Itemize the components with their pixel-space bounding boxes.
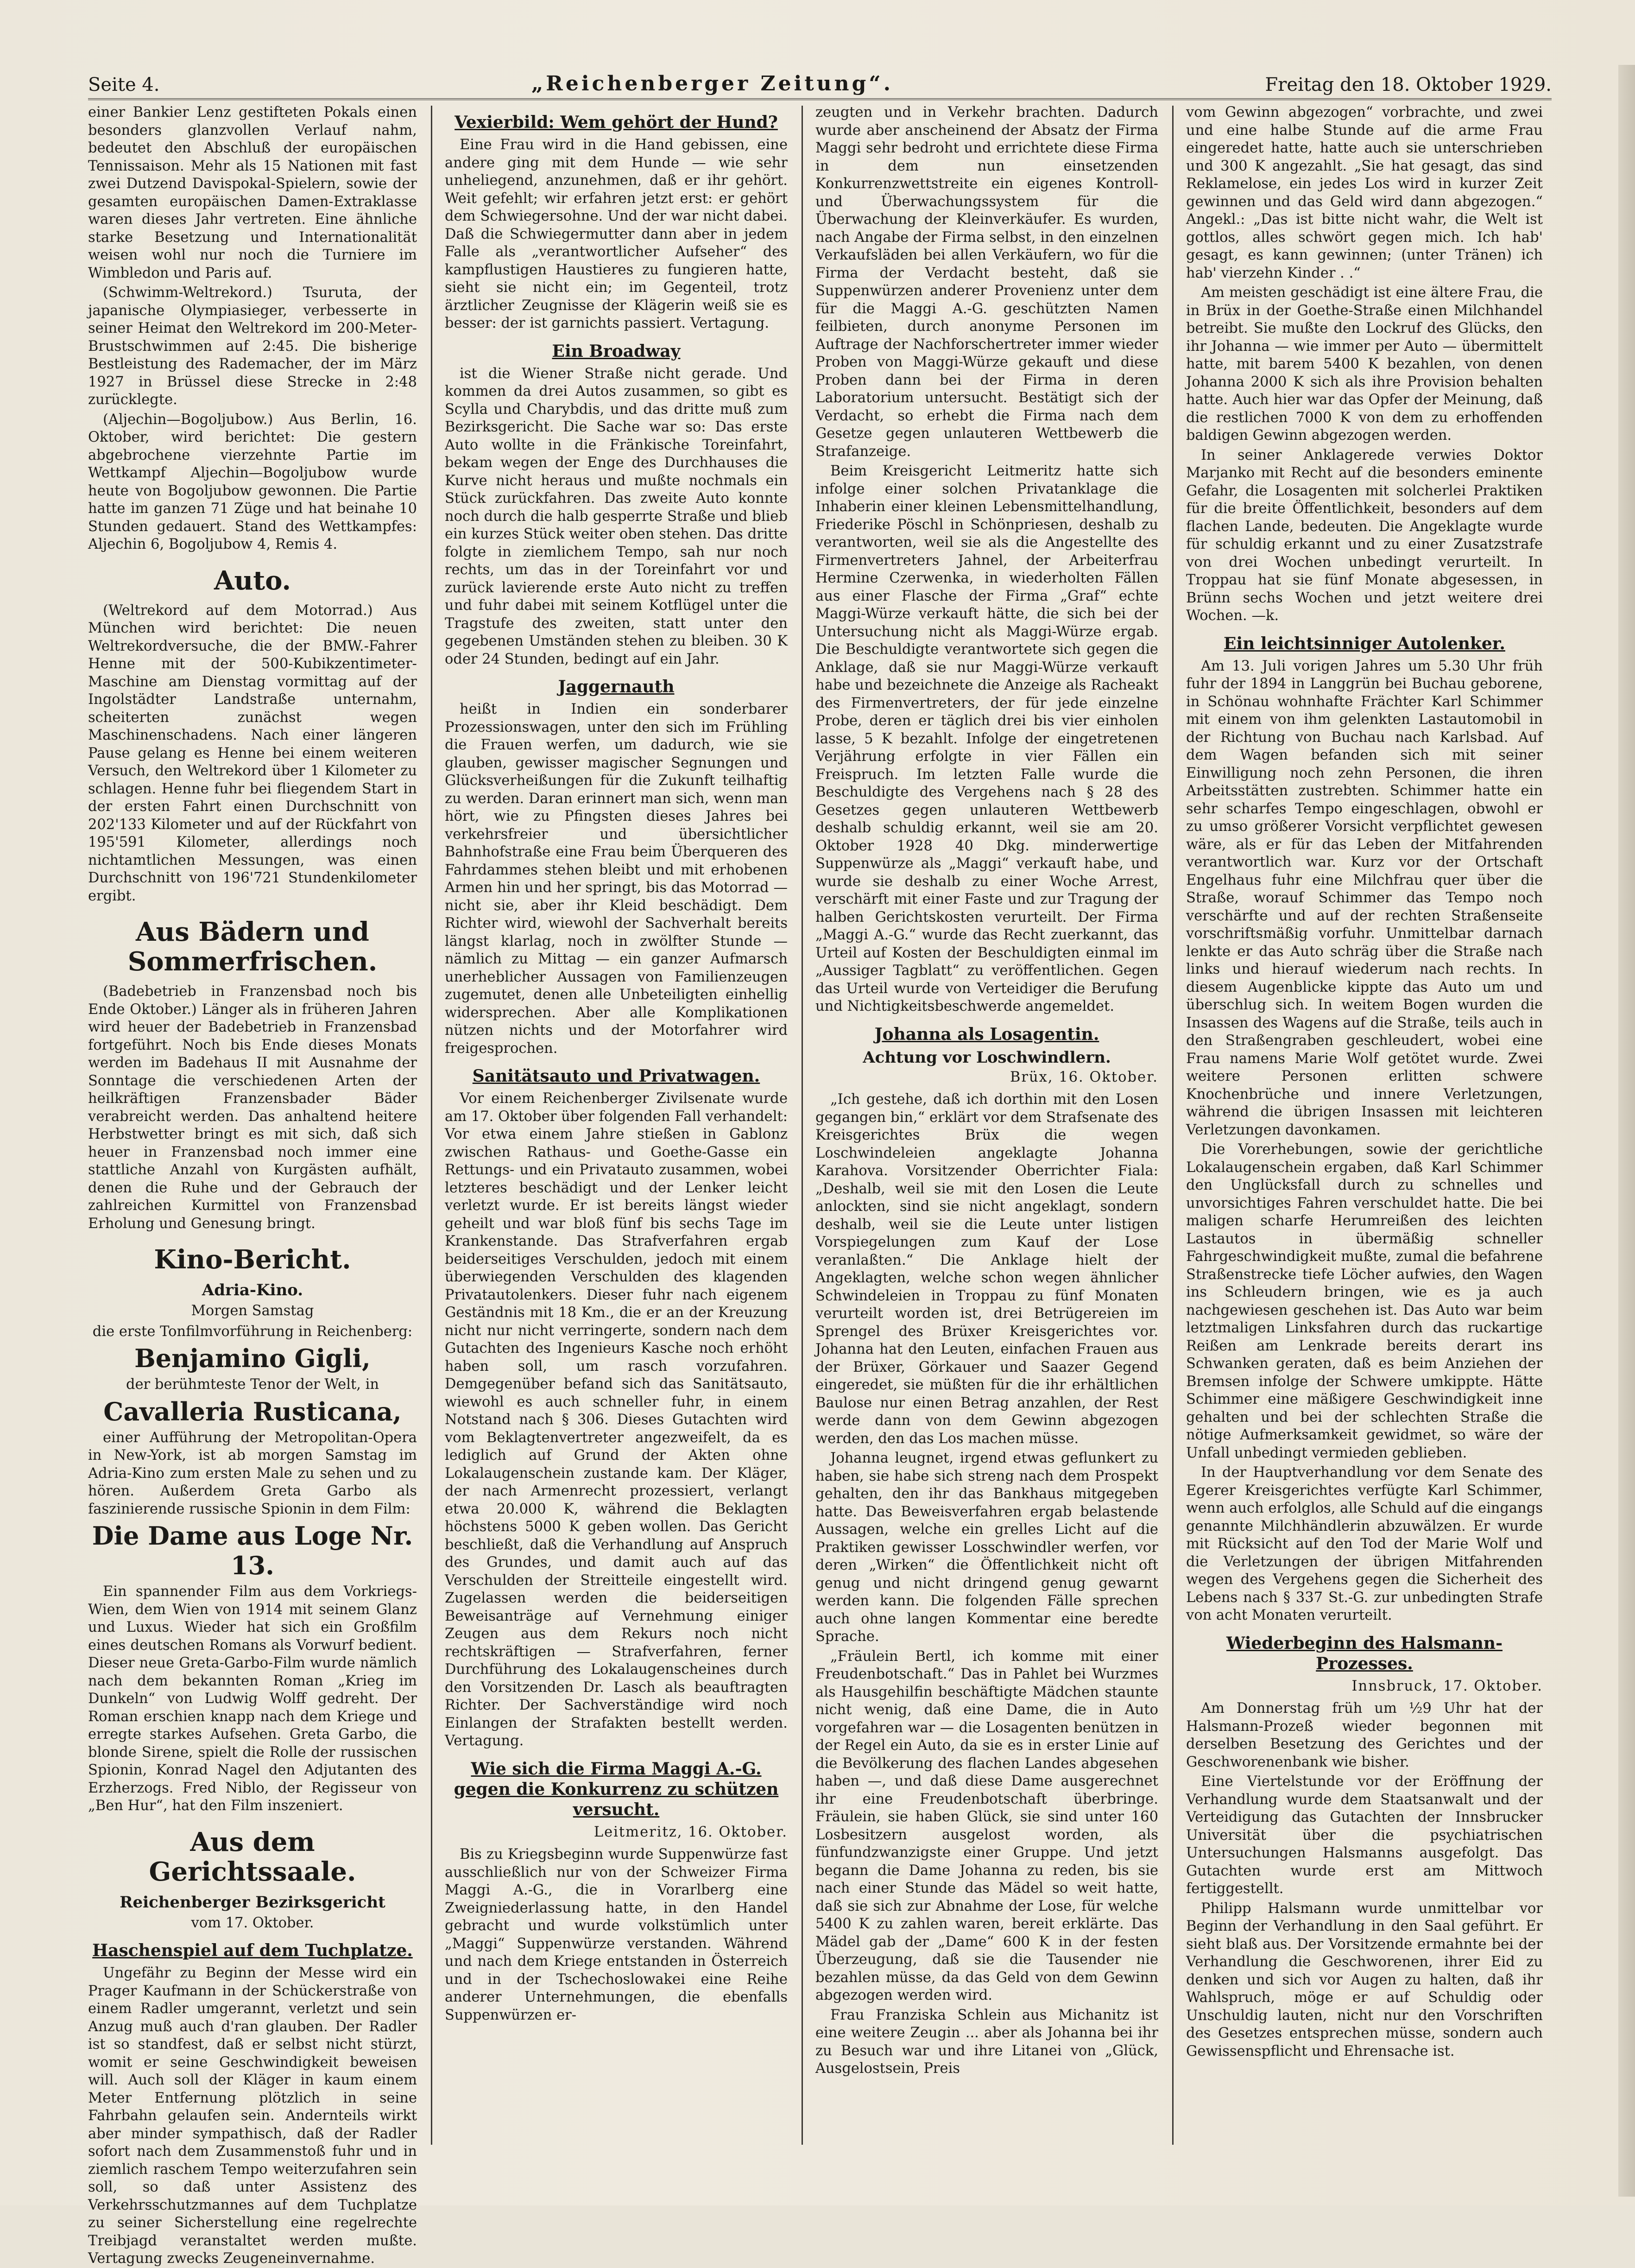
article-headline: Haschenspiel auf dem Tuchplatze. (92, 1941, 413, 1960)
paragraph: (Weltrekord auf dem Motorrad.) Aus München wird berichtet: Die neuen Weltrekordversuche, die der BMW.-Fahrer Henne mit der 500-Kubikzentimeter-Maschine am Dienstag vormittag auf der Ingolstädter Landstraße unternahm, scheiterten zunächst wegen Maschinenschadens. Nach einer längeren Pause gelang es Henne bei einem weiteren Versuch, den Weltrekord über 1 Kilometer zu schlagen. Henne fuhr bei fliegendem Start in der ersten Fahrt einen Durchschnitt von 202'133 Kilometer und auf der Rückfahrt von 195'591 Kilometer, allerdings noch nichtamtlichen Messungen, was einen Durchschnitt von 196'721 Stundenkilometer ergibt. (88, 602, 417, 904)
section-heading: Auto. (214, 565, 291, 596)
paragraph: (Aljechin—Bogoljubow.) Aus Berlin, 16. Oktober, wird berichtet: Die gestern abgebrochene vierzehnte Partie im Wettkampf Aljechin—Bogoljubow wurde heute von Bogoljubow gewonnen. Die Partie hatte im ganzen 71 Züge und hat beinahe 10 Stunden gedauert. Stand des Wettkampfes: Aljechin 6, Bogoljubow 4, Remis 4. (88, 411, 417, 552)
columns (88, 104, 1550, 2267)
paragraph: Bis zu Kriegsbeginn wurde Suppenwürze fast ausschließlich nur von der Schweizer Firma Maggi A.-G., die in Vorarlberg eine Zweigniederlassung hatte, in den Handel gebracht und wurde volkstümlich unter „Maggi“ Suppenwürze verstanden. Während und nach dem Kriege entstanden in Österreich und in der Tschechoslowakei eine Reihe anderer Unternehmungen, die ebenfalls Suppenwürzen er- (445, 1846, 788, 2023)
paragraph: (Badebetrieb in Franzensbad noch bis Ende Oktober.) Länger als in früheren Jahren wird heuer der Badebetrieb in Franzensbad fortgeführt. Noch bis Ende dieses Monats werden im Badehaus II mit Ausnahme der Sonntage die verschiedenen Arten der heilkräftigen Franzensbader Bäder verabreicht werden. Das anhaltend heitere Herbstwetter bringt es mit sich, daß sich heuer in Franzensbad noch immer eine stattliche Anzahl von Kurgästen aufhält, denen die Ruhe und der Gebrauch der zahlreichen Kurmittel von Franzensbad Erholung und Genesung bringt. (88, 983, 417, 1232)
centered-line: Benjamino Gigli, (134, 1343, 371, 1373)
article-headline: Wiederbeginn des Halsmann-Prozesses. (1226, 1633, 1503, 1673)
article-headline: Johanna als Losagentin. (874, 1024, 1099, 1044)
paragraph: zeugten und in Verkehr brachten. Dadurch wurde aber anscheinend der Absatz der Firma Maggi sehr bedroht und errichtete diese Firma in dem nun einsetzenden Konkurrenzwettstreite ein eigenes Kontroll- und Überwachungssystem für die Überwachung der Kleinverkäufer. Es wurden, nach Angabe der Firma selbst, in den einzelnen Verkaufsläden bei allen Verkäufern, wo für die Firma der Verdacht besteht, daß sie Suppenwürzen anderer Provenienz unter dem für die Maggi A.-G. geschützten Namen feilbieten, durch anonyme Personen im Auftrage der Nachforschertreter immer wieder Proben von Maggi-Würze gekauft und diese Proben dann bei der Firma in deren Laboratorium untersucht. Bestätigt sich der Verdacht, so erhebt die Firma nach dem Gesetze gegen unlauteren Wettbewerb die Strafanzeige. (815, 104, 1158, 460)
dateline: Brüx, 16. Oktober. (1010, 1069, 1158, 1085)
centered-line: Morgen Samstag (191, 1303, 314, 1319)
section-heading: Kino-Bericht. (154, 1244, 351, 1275)
issue-date: Freitag den 18. Oktober 1929. (1265, 74, 1552, 95)
article-headline: Vexierbild: Wem gehört der Hund? (455, 113, 778, 132)
paragraph: ist die Wiener Straße nicht gerade. Und kommen da drei Autos zusammen, so gibt es Scylla und Charybdis, und das dritte muß zum Bezirksgericht. Die Sache war so: Das erste Auto wollte in die Fränkische Toreinfahrt, bekam wegen der Enge des Durchhauses die Kurve nicht heraus und mußte nochmals ein Stück zurückfahren. Das zweite Auto konnte noch durch die halb gesperrte Straße und blieb ein kurzes Stück weiter oben stehen. Das dritte folgte in ziemlichem Tempo, sah nur noch rechts, um das in der Toreinfahrt vor und zurück lavierende erste Auto nicht zu treffen und fuhr dabei mit seinem Kotflügel unter die Tragstufe des zweiten, statt unter den gegebenen Umständen stehen zu bleiben. 30 K oder 24 Stunden, bedingt auf ein Jahr. (445, 365, 788, 667)
paragraph: vom Gewinn abgezogen“ vorbrachte, und zwei und eine halbe Stunde auf die arme Frau eingeredet hatte, hatte auch sie unterschrieben und 300 K angezahlt. „Sie hat gesagt, das sind Reklamelose, ein jedes Los wird in kurzer Zeit gewinnen und das Geld wird dann abgezogen.“ Angekl.: „Das ist bitte nicht wahr, die Welt ist gottlos, alles schwört gegen mich. Ich hab' gesagt, es kann gewinnen; (unter Tränen) ich hab' vierzehn Kinder . .“ (1186, 104, 1543, 281)
column-1 (88, 104, 417, 2267)
paragraph: Ungefähr zu Beginn der Messe wird ein Prager Kaufmann in der Schückerstraße von einem Radler umgerannt, verletzt und sein Anzug muß auch d'ran glauben. Der Radler ist so standfest, daß er selbst nicht stürzt, womit er seine Geschwindigkeit beweisen will. Auch soll der Kläger in kaum einem Meter Entfernung plötzlich in seine Fahrbahn gelaufen sein. Andernteils wirkt aber minder sympathisch, daß der Radler sofort nach dem Zusammenstoß fuhr und in ziemlich raschem Tempo weiterzufahren sein soll, so daß unter Assistenz des Verkehrsschutzmannes auf dem Tuchplatze zu seiner Sicherstellung eine regelrechte Treibjagd veranstaltet werden mußte. Vertagung zwecks Zeugeneinvernahme. (88, 1965, 417, 2267)
paragraph: Die Vorerhebungen, sowie der gerichtliche Lokalaugenschein ergaben, daß Karl Schimmer den Unglücksfall durch zu schnelles und unvorsichtiges Fahren verschuldet hatte. Die bei maligen scharfe Herumreißen des leichten Lastautos in übermäßig schneller Fahrgeschwindigkeit mußte, zumal die befahrene Straßenstrecke tiefe Löcher aufwies, den Wagen ins Schleudern bringen, wie es ja auch nachgewiesen geschehen ist. Das Auto war beim letztmaligen Linksfahren durch das ruckartige Reißen am Lenkrade bereits derart ins Schwanken geraten, daß es beim Anziehen der Bremsen infolge der Schwere umkippte. Hätte Schimmer eine mäßigere Geschwindigkeit inne gehalten und bei der schlechten Straße die nötige Aufmerksamkeit gewidmet, so wäre der Unfall unbedingt vermieden geblieben. (1186, 1141, 1543, 1461)
centered-line: die erste Tonfilmvorführung in Reichenberg: (92, 1323, 413, 1340)
paragraph: „Fräulein Bertl, ich komme mit einer Freudenbotschaft.“ Das in Pahlet bei Wurzmes als Hausgehilfin beschäftigte Mädchen staunte nicht wenig, daß eine Dame, die in Auto vorgefahren war — die Losagenten benützen in der Regel ein Auto, da sie es in erster Linie auf die Bevölkerung des flachen Landes abgesehen haben —, und daß diese Dame ausgerechnet ihr eine Freudenbotschaft überbringe. Fräulein, sie haben Glück, sie sind unter 160 Losbesitzern ausgelost worden, als fünfundzwanzigste einer Gruppe. Und jetzt begann die Dame Johanna zu reden, bis sie nach einer Stunde das Mädel so weit hatte, daß sie sich zur Abnahme der Lose, für welche 5400 K zu zahlen waren, bereit erklärte. Das Mädel gab der „Dame“ 600 K in der festen Überzeugung, daß sie die Tausender nie bezahlen müsse, da das Geld von dem Gewinn abgezogen werden wird. (815, 1648, 1158, 2003)
article-headline: Ein leichtsinniger Autolenker. (1224, 634, 1505, 653)
paragraph: einer Aufführung der Metropolitan-Opera in New-York, ist ab morgen Samstag im Adria-Kino zum ersten Male zu sehen und zu hören. Außerdem Greta Garbo als faszinierende russische Spionin in dem Film: (88, 1429, 417, 1517)
column-rule (802, 106, 803, 2145)
subheading: Achtung vor Loschwindlern. (863, 1048, 1111, 1067)
centered-line: Die Dame aus Loge Nr. 13. (92, 1521, 413, 1580)
paragraph: Eine Frau wird in die Hand gebissen, eine andere ging mit dem Hunde — wie sehr unheliegend, anzunehmen, daß er ihr gehört. Weit gefehlt; wir erfahren jetzt erst: er gehört dem Schwiegersohne. Und der war nicht dabei. Daß die Schwiegermutter dann aber in jedem Falle als „verantwortlicher Aufseher“ des kampflustigen Haustieres zu fungieren hatte, sieht sie nicht ein; im Gegenteil, trotz ärztlicher Zeugnisse der Klägerin weiß sie es besser: der ist garnichts passiert. Vertagung. (445, 137, 788, 331)
paragraph: Philipp Halsmann wurde unmittelbar vor Beginn der Verhandlung in den Saal geführt. Er sieht blaß aus. Der Vorsitzende ermahnte bei der Verhandlung die Geschworenen, ihrer Eid zu denken und sich vor Augen zu halten, daß ihr Wahlspruch, möge er auf Schuldig oder Unschuldig lauten, nicht nur den Vorschriften des Gesetzes entsprechen müsse, sondern auch Gewissenspflicht und Ehrensache ist. (1186, 1900, 1543, 2059)
paragraph: In der Hauptverhandlung vor dem Senate des Egerer Kreisgerichtes verfügte Karl Schimmer, wenn auch erfolglos, alle Schuld auf die eingangs genannte Milchhändlerin abzuwälzen. Er wurde mit Rücksicht auf den Tod der Marie Wolf und die Verletzungen der übrigen Mitfahrenden wegen des Vergehens gegen die Sicherheit des Lebens nach § 337 St.-G. zur unbedingten Strafe von acht Monaten verurteilt. (1186, 1464, 1543, 1623)
column-rule (431, 106, 432, 2145)
paragraph: Ein spannender Film aus dem Vorkriegs-Wien, dem Wien von 1914 mit seinem Glanz und Luxus. Wieder hat sich ein Großfilm eines deutschen Romans als Vorwurf bedient. Dieser neue Greta-Garbo-Film wurde nämlich nach dem bekannten Roman „Krieg im Dunkeln“ von Ludwig Wolff gedreht. Der Roman erschien knapp nach dem Kriege und erregte starkes Aufsehen. Greta Garbo, die blonde Sirene, spielt die Rolle der russischen Spionin, Konrad Nagel den Adjutanten des Erzherzogs. Fred Niblo, der Regisseur von „Ben Hur“, hat den Film inszeniert. (88, 1584, 417, 1814)
paragraph: „Ich gestehe, daß ich dorthin mit den Losen gegangen bin,“ erklärt vor dem Strafsenate des Kreisgerichtes Brüx die wegen Loschwindeleien angeklagte Johanna Karahova. Vorsitzender Oberrichter Fiala: „Deshalb, weil sie mit den Losen die Leute anlockten, sind sie nicht angeklagt, sondern deshalb, weil sie die Leute unter listigen Vorspiegelungen zum Kauf der Lose veranlaßten.“ Die Anklage hielt der Angeklagten, welche schon wegen ähnlicher Schwindeleien in Troppau zu fünf Monaten verurteilt worden ist, drei Betrügereien im Sprengel des Brüxer Kreisgerichtes vor. Johanna hat den Leuten, einfachen Frauen aus der Brüxer, Görkauer und Saazer Gegend eingeredet, sie müßten für die ihr erhältlichen Baulose nur einen Betrag anzahlen, der Rest werde dann von dem Gewinn abgezogen werden, den das Los machen müsse. (815, 1091, 1158, 1447)
paragraph: Am 13. Juli vorigen Jahres um 5.30 Uhr früh fuhr der 1894 in Langgrün bei Buchau geborene, in Schönau wohnhafte Frächter Karl Schimmer mit einem von ihm gelenkten Lastautomobil in der Richtung von Buchau nach Karlsbad. Auf dem Wagen befanden sich mit seiner Einwilligung noch zehn Personen, die ihren Arbeitsstätten zustrebten. Schimmer hatte ein sehr scharfes Tempo eingeschlagen, obwohl er zu umso größerer Vorsicht verpflichtet gewesen wäre, als er für das Leben der Mitfahrenden verantwortlich war. Kurz vor der Ortschaft Engelhaus fuhr eine Milchfrau quer über die Straße, worauf Schimmer das Tempo noch verschärfte und auf der rechten Straßenseite vorschriftsmäßig vorfuhr. Unmittelbar darnach lenkte er das Auto schräg über die Straße nach links und hierauf wiederum nach rechts. In diesem Augenblicke kippte das Auto um und überschlug sich. In weitem Bogen wurden die Insassen des Wagens auf die Straße, teils auch in den Straßengraben geschleudert, wobei eine Frau namens Marie Wolf getötet wurde. Zwei weitere Personen erlitten schwere Knochenbrüche und innere Verletzungen, während die übrigen Insassen mit leichteren Verletzungen davonkamen. (1186, 658, 1543, 1138)
next-page-edge (1618, 65, 1635, 2197)
dateline: Innsbruck, 17. Oktober. (1351, 1678, 1543, 1694)
paragraph: In seiner Anklagerede verwies Doktor Marjanko mit Recht auf die besonders eminente Gefahr, die Losagenten mit solcherlei Praktiken für die breite Öffentlichkeit, besonders auf dem flachen Lande, bedeuten. Die Angeklagte wurde für schuldig erkannt und zu einer Zusatzstrafe von drei Wochen unbedingt verurteilt. In Troppau hat sie fünf Monate abgesessen, in Brünn sechs Wochen und jetzt weitere drei Wochen. —k. (1186, 447, 1543, 624)
paragraph: Vor einem Reichenberger Zivilsenate wurde am 17. Oktober über folgenden Fall verhandelt: Vor etwa einem Jahre stießen in Gablonz zwischen Rathaus- und Goethe-Gasse ein Rettungs- und ein Privatauto zusammen, wobei letzteres beschädigt und der Lenker leicht verletzt wurde. Er ist bereits längst wieder geheilt und war bloß fünf bis sechs Tage im Krankenstande. Das Strafverfahren ergab beiderseitiges Verschulden, jedoch mit einem überwiegenden Verschulden des klagenden Privatautolenkers. Dieser fuhr nach eigenem Geständnis mit 18 Km., die er an der Kreuzung nicht nur nicht verringerte, sondern nach dem Gutachten des Ingenieurs Kasche noch erhöht haben soll, um rasch vorzufahren. Demgegenüber befand sich das Sanitätsauto, wiewohl es auch schneller fuhr, in einem Notstand nach § 306. Dieses Gutachten wird vom Beklagtenvertreter angezweifelt, da es lediglich auf Grund der Akten ohne Lokalaugenschein zustande kam. Der Kläger, der nach Armenrecht prozessiert, verlangt etwa 20.000 K, während die Beklagten höchstens 5000 K geben wollen. Das Gericht beschließt, daß die Verhandlung auf Anspruch des Grundes, und damit auch auf das Verschulden der Streitteile eingestellt wird. Zugelassen werden die beiderseitigen Beweisanträge auf Vernehmung einiger Zeugen aus dem Rekurs noch nicht rechtskräftigen — Strafverfahren, ferner Durchführung des Lokalaugenscheines durch den Vorsitzenden Dr. Lasch als beauftragten Richter. Der Sachverständige wird noch Einlangen der Strafakten bestellt werden. Vertagung. (445, 1090, 788, 1749)
paragraph: heißt in Indien ein sonderbarer Prozessionswagen, unter den sich im Frühling die Frauen werfen, um dadurch, wie sie glauben, gewisser magischer Segnungen und Glücksverheißungen für die Zukunft teilhaftig zu werden. Daran erinnert man sich, wenn man hört, wie zu Pfingsten dieses Jahres bei verkehrsfreier und übersichtlicher Bahnhofstraße eine Frau beim Überqueren des Fahrdammes stehen bleibt und mit erhobenen Armen hin und her springt, bis das Motorrad — nicht sie, aber ihr Kleid beschädigt. Dem Richter wird, wiewohl der Sachverhalt bereits längst klarlag, noch in zwölfter Stunde — nämlich zu Mittag — ein ganzer Aufmarsch unerheblicher Aussagen von Familienzeugen zugemutet, denen alle Unbeteiligten einhellig widersprechen. Aber alle Komplikationen nützen nichts und der Motorfahrer wird freigesprochen. (445, 701, 788, 1057)
centered-line: der berühmteste Tenor der Welt, in (126, 1376, 379, 1393)
column-4 (1186, 104, 1543, 2161)
masthead: „Reichenberger Zeitung“. (531, 72, 894, 95)
centered-line: Cavalleria Rusticana, (103, 1396, 402, 1426)
article-headline: Ein Broadway (552, 341, 681, 361)
page-number: Seite 4. (88, 74, 160, 95)
subheading: Adria-Kino. (202, 1281, 303, 1299)
column-3 (815, 104, 1158, 2161)
paragraph: (Schwimm-Weltrekord.) Tsuruta, der japanische Olympiasieger, verbesserte in seiner Heimat den Weltrekord im 200-Meter-Brustschwimmen auf 2:45. Die bisherige Bestleistung des Rademacher, der im März 1927 in Brüssel diese Strecke in 2:48 zurücklegte. (88, 285, 417, 408)
article-headline: Jaggernauth (558, 677, 675, 697)
paragraph: Am Donnerstag früh um ½9 Uhr hat der Halsmann-Prozeß wieder begonnen mit derselben Besetzung des Gerichtes und der Geschworenenbank wie bisher. (1186, 1700, 1543, 1770)
column-rule (1172, 106, 1174, 2145)
paragraph: Beim Kreisgericht Leitmeritz hatte sich infolge einer solchen Privatanklage die Inhaberin einer kleinen Lebensmittelhandlung, Friederike Pöschl in Schönpriesen, deshalb zu verantworten, weil sie als die Angestellte des Firmenvertreters Jahnel, der Arbeiterfrau Hermine Czerwenka, in wiederholten Fällen aus einer Flasche der Firma „Graf“ echte Maggi-Würze verkauft hätte, die sich bei der Untersuchung nicht als Maggi-Würze ergab. Die Beschuldigte verantwortete sich gegen die Anklage, daß sie nur Maggi-Würze verkauft habe und bezeichnete die Anzeige als Racheakt des Firmenvertreters, der für jede einzelne Probe, deren er täglich drei bis vier einholen lasse, 5 K bezahlt. Infolge der eingetretenen Verjährung erfolgte in vier Fällen ein Freispruch. Im letzten Falle wurde die Beschuldigte des Vergehens nach § 28 des Gesetzes gegen unlauteren Wettbewerb deshalb schuldig erkannt, weil sie am 20. Oktober 1928 40 Dkg. minderwertige Suppenwürze als „Maggi“ verkauft habe, und wurde sie deshalb zu einer Woche Arrest, verschärft mit einer Faste und zur Tragung der halben Gerichtskosten verurteilt. Der Firma „Maggi A.-G.“ wurde das Recht zuerkannt, das Urteil auf Kosten der Beschuldigten einmal im „Aussiger Tagblatt“ zu veröffentlichen. Gegen das Urteil wurde von Verteidiger die Berufung und Nichtigkeitsbeschwerde angemeldet. (815, 463, 1158, 1014)
section-heading: Aus Bädern und Sommerfrischen. (127, 917, 378, 977)
article-headline: Wie sich die Firma Maggi A.-G. gegen die Konkurrenz zu schützen versucht. (454, 1759, 779, 1819)
paragraph: Frau Franziska Schlein aus Michanitz ist eine weitere Zeugin ... aber als Johanna bei ihr zu Besuch war und ihre Litanei von „Glück, Ausgelostsein, Preis (815, 2007, 1158, 2077)
paragraph: Eine Viertelstunde vor der Eröffnung der Verhandlung wurde dem Staatsanwalt und der Verteidigung das Gutachten der Innsbrucker Universität über die psychiatrischen Untersuchungen Halsmanns ausgefolgt. Das Gutachten wurde erst am Mittwoch fertiggestellt. (1186, 1774, 1543, 1897)
centered-line: vom 17. Oktober. (191, 1914, 314, 1931)
article-headline: Sanitätsauto und Privatwagen. (472, 1066, 760, 1086)
section-heading: Aus dem Gerichtssaale. (149, 1826, 356, 1887)
paragraph: Am meisten geschädigt ist eine ältere Frau, die in Brüx in der Goethe-Straße einen Milchhandel betreibt. Sie mußte den Lockruf des Glücks, den ihr Johanna — wie immer per Auto — übermittelt hatte, mit barem 5400 K bezahlen, von denen Johanna 2000 K sich als ihre Provision behalten hatte. Auch hier war das Opfer der Meinung, daß die restlichen 7000 K von dem zu erhoffenden baldigen Gewinn abgezogen werden. (1186, 285, 1543, 443)
page-header (88, 64, 1552, 100)
dateline: Leitmeritz, 16. Oktober. (593, 1824, 788, 1840)
paragraph: einer Bankier Lenz gestifteten Pokals einen besonders glanzvollen Verlauf nahm, bedeutet den Abschluß der europäischen Tennissaison. Mehr als 15 Nationen mit fast zwei Dutzend Davispokal-Spielern, sowie der gesamten europäischen Damen-Extraklasse waren dieses Jahr vertreten. Eine ähnliche starke Besetzung und Internationalität weisen wohl nur noch die Turniere im Wimbledon und Paris auf. (88, 104, 417, 281)
paragraph: Johanna leugnet, irgend etwas geflunkert zu haben, sie habe sich streng nach dem Prospekt gehalten, den ihr das Bankhaus mitgegeben hatte. Das Beweisverfahren ergab belastende Aussagen, welche ein grelles Licht auf die Praktiken gewisser Losschwindler werfen, vor deren „Wirken“ die Öffentlichkeit nicht oft genug und nicht dringend genug gewarnt werden kann. Die folgenden Fälle sprechen auch ohne langen Kommentar eine beredte Sprache. (815, 1450, 1158, 1645)
subheading: Reichenberger Bezirksgericht (120, 1893, 385, 1912)
column-2 (445, 104, 788, 2161)
